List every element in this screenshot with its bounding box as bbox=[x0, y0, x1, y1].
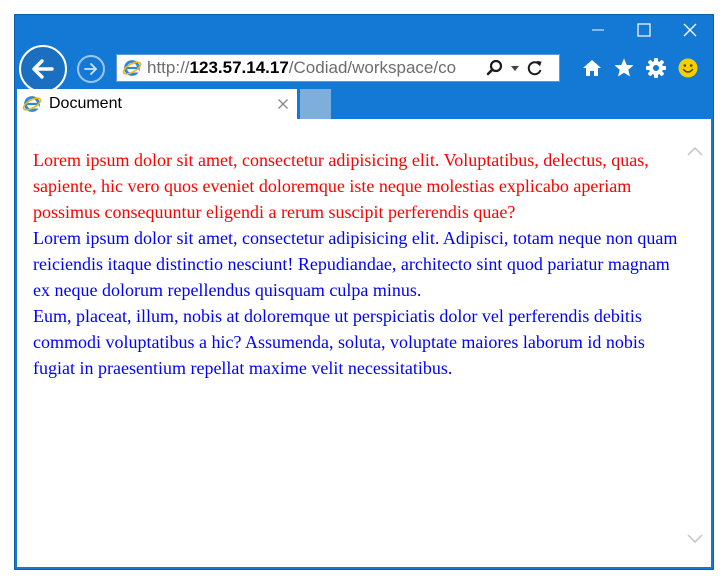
forward-arrow-icon[interactable] bbox=[77, 55, 105, 83]
tab-bar bbox=[15, 89, 713, 119]
browser-window bbox=[14, 14, 714, 570]
internet-explorer-icon bbox=[21, 93, 43, 115]
star-icon[interactable] bbox=[608, 54, 640, 82]
paragraph-blue-1: Lorem ipsum dolor sit amet, consectetur adipisicing elit. Adipisci, totam neque non quam reiciendis itaque distinctio nesciunt! Repudiandae, architecto sint quod pariatur magnam ex neque dolorum repellendus quisquam culpa minus. bbox=[33, 228, 678, 300]
maximize-icon[interactable] bbox=[621, 15, 667, 45]
minimize-icon[interactable] bbox=[575, 15, 621, 45]
address-tools bbox=[485, 57, 545, 79]
tab-title: Document bbox=[49, 95, 122, 112]
tab-close-icon[interactable] bbox=[271, 92, 295, 116]
gear-icon[interactable] bbox=[640, 54, 672, 82]
search-icon[interactable] bbox=[485, 57, 505, 79]
scroll-down-icon[interactable] bbox=[685, 531, 705, 547]
url-text[interactable]: http://123.57.14.17/Codiad/workspace/co bbox=[147, 58, 457, 77]
paragraph-blue-2: Eum, placeat, illum, nobis at doloremque ut perspiciatis dolor vel perferendis debitis commodi voluptatibus a hic? Assumenda, soluta, voluptate maiores laborum id nobis fugiat in praesentium repellat maxime velit necessitatibus. bbox=[33, 306, 645, 378]
close-icon[interactable] bbox=[667, 15, 713, 45]
new-tab-button[interactable] bbox=[300, 89, 331, 119]
dropdown-arrow-icon[interactable] bbox=[505, 57, 525, 79]
command-toolbar bbox=[576, 54, 704, 82]
caption-buttons bbox=[575, 15, 713, 47]
navigation-bar bbox=[15, 45, 713, 89]
scroll-up-icon[interactable] bbox=[685, 143, 705, 159]
internet-explorer-icon bbox=[121, 57, 143, 79]
tab-document[interactable] bbox=[17, 89, 297, 119]
page-content bbox=[17, 119, 711, 567]
home-icon[interactable] bbox=[576, 54, 608, 82]
paragraph-red: Lorem ipsum dolor sit amet, consectetur adipisicing elit. Voluptatibus, delectus, quas, sapiente, hic vero quos eveniet doloremque iste neque molestias explicabo aperiam possimus consequuntur eligendi a rerum suscipit perferendis quae? bbox=[33, 150, 649, 222]
refresh-icon[interactable] bbox=[525, 57, 545, 79]
smiley-icon[interactable] bbox=[672, 54, 704, 82]
address-bar[interactable] bbox=[116, 54, 560, 82]
back-arrow-icon[interactable] bbox=[19, 45, 67, 93]
document-body bbox=[33, 147, 679, 381]
